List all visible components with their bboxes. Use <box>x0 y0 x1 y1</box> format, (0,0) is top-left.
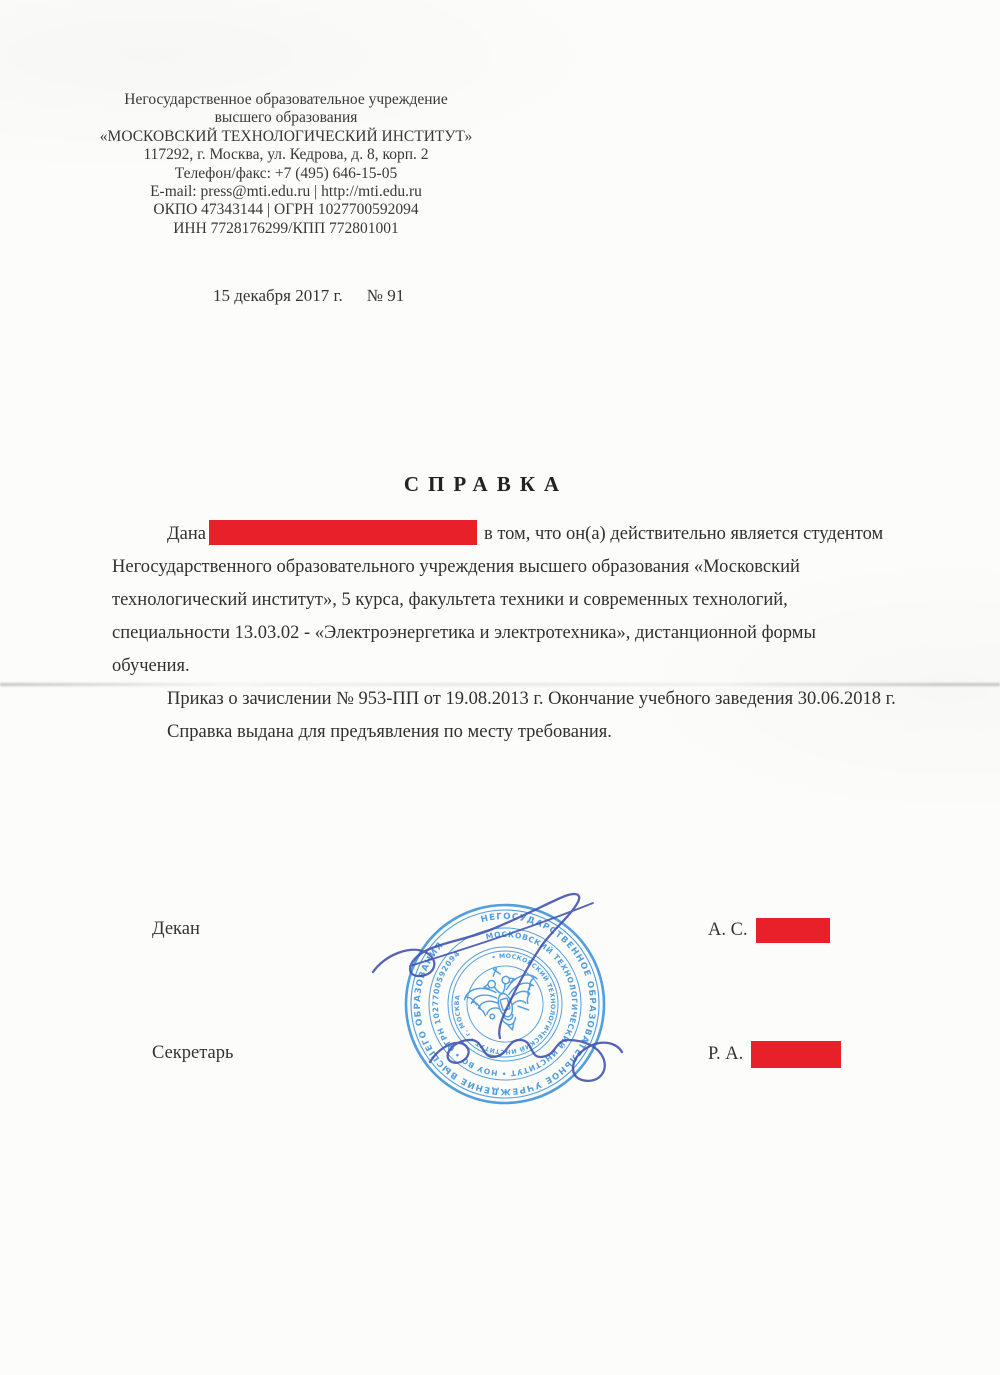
secretary-name-row <box>708 1041 841 1068</box>
date-line <box>213 286 404 306</box>
dean-signature-flourish <box>410 903 593 966</box>
secretary-label: Секретарь <box>152 1043 234 1063</box>
dean-initials: А. С. <box>708 920 748 940</box>
document-date: 15 декабря 2017 г. <box>213 286 343 305</box>
paper-fold-crease <box>0 683 1000 686</box>
letterhead-phone: Телефон/факс: +7 (495) 646-15-05 <box>174 164 398 182</box>
redaction-box-dean-surname <box>756 918 830 943</box>
paragraph-student-statement <box>112 518 898 683</box>
paragraph-issued-for: Справка выдана для предъявления по месту требования. <box>167 722 612 742</box>
letterhead-okpo-ogrn: ОКПО 47343144 | ОГРН 1027700592094 <box>153 201 419 219</box>
letterhead-inn-kpp: ИНН 7728176299/КПП 772801001 <box>173 219 399 237</box>
stamp-inner-text: • МОСКОВСКИЙ ТЕХНОЛОГИЧЕСКИЙ ИНСТИТУТ • г. МОСКВА <box>453 952 557 1056</box>
secretary-initials: Р. А. <box>708 1044 744 1064</box>
secretary-signature <box>430 1040 622 1081</box>
dean-signature <box>373 894 579 1038</box>
letterhead-org-name: «МОСКОВСКИЙ ТЕХНОЛОГИЧЕСКИЙ ИНСТИТУТ» <box>99 127 473 145</box>
handwritten-signatures <box>350 870 660 1110</box>
letterhead-org-type-line1: Негосударственное образовательное учреждение <box>124 91 448 108</box>
letterhead <box>84 91 488 238</box>
letterhead-email-web: E-mail: press@mti.edu.ru | http://mti.edu.ru <box>150 183 422 201</box>
paragraph-enrollment-order: Приказ о зачислении № 953-ПП от 19.08.2013 г. Окончание учебного заведения 30.06.2018 г. <box>167 689 896 709</box>
p1-lead-word: Дана <box>167 524 206 544</box>
redaction-box-student-name <box>209 520 477 545</box>
letterhead-org-type-line2: высшего образования <box>214 109 358 127</box>
dean-label: Декан <box>152 919 200 939</box>
document-title: СПРАВКА <box>403 472 569 496</box>
letterhead-address: 117292, г. Москва, ул. Кедрова, д. 8, корп. 2 <box>143 146 429 164</box>
stamp-middle-text: МОСКОВСКИЙ ТЕХНОЛОГИЧЕСКИЙ ИНСТИТУТ • НОУ ВО • ОГРН 1027700592094 <box>430 929 580 1079</box>
redaction-box-secretary-surname <box>751 1041 841 1068</box>
document-number: № 91 <box>366 286 405 305</box>
document-body <box>112 518 898 749</box>
stamp-outer-text: НЕГОСУДАРСТВЕННОЕ ОБРАЗОВАТЕЛЬНОЕ УЧРЕЖДЕНИЕ ВЫСШЕГО ОБРАЗОВАНИЯ <box>412 911 598 1097</box>
p1-rest-text: в том, что он(а) действительно является студентом Негосударственного образовательного учреждения высшего образования «Московский технологический институт», 5 курса, факультета техники и современных технологий, специальности 13.03.02 - «Электроэнергетика и электротехника», дистанционной формы обучения. <box>112 524 884 676</box>
dean-name-row <box>708 918 830 943</box>
